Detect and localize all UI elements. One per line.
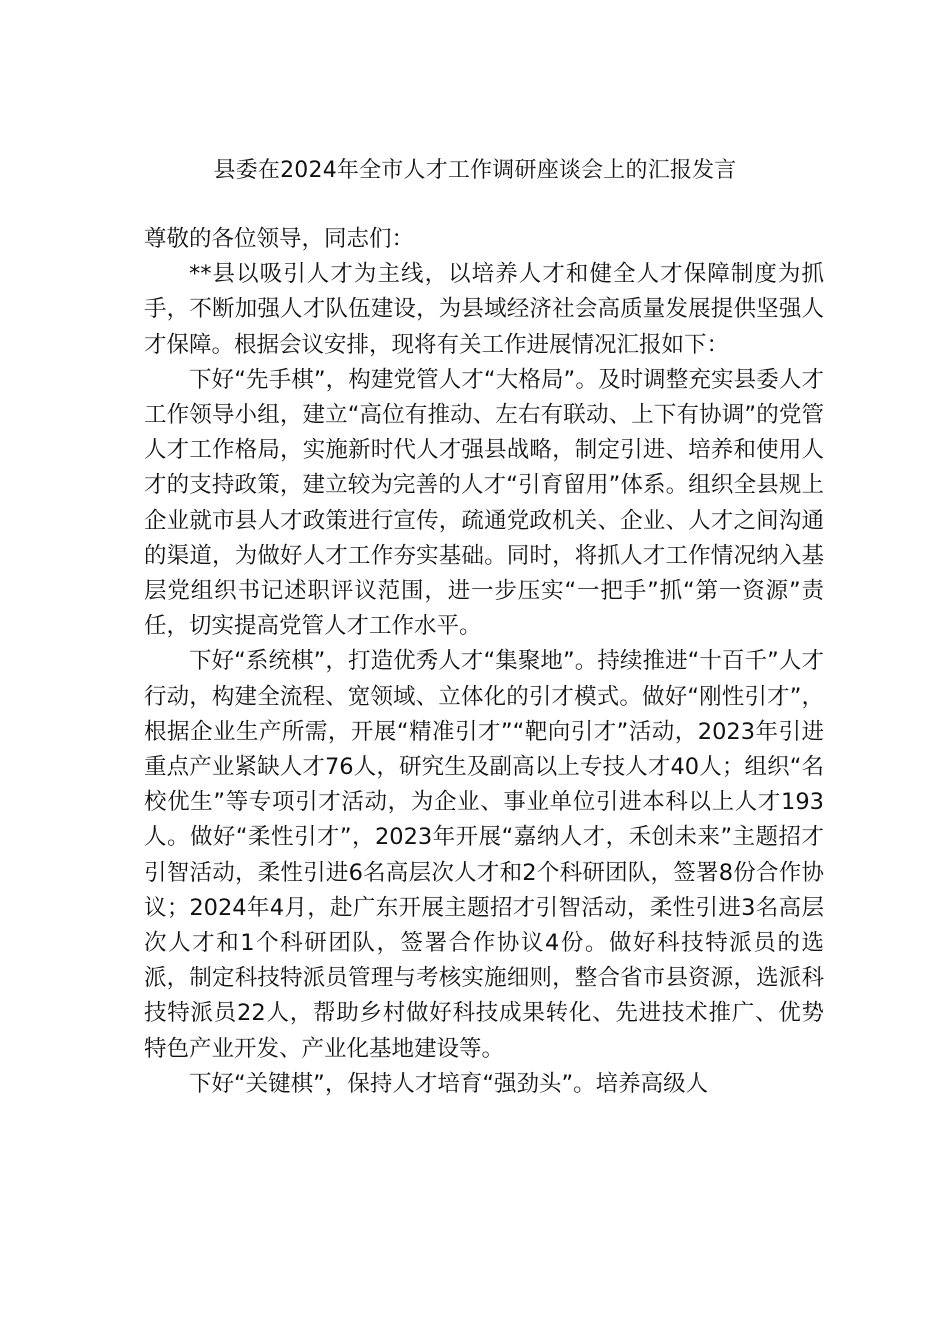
paragraph-key-move: 下好“关键棋”，保持人才培育“强劲头”。培养高级人 (189, 1070, 709, 1097)
salutation: 尊敬的各位领导，同志们： (144, 226, 415, 252)
document-body (144, 222, 824, 1102)
paragraph-intro: **县以吸引人才为主线，以培养人才和健全人才保障制度为抓手，不断加强人才队伍建设，为县域经济社会高质量发展提供坚强人才保障。根据会议安排，现将有关工作进展情况汇报如下： (144, 261, 824, 358)
paragraph-system-move: 下好“系统棋”，打造优秀人才“集聚地”。持续推进“十百千”人才行动，构建全流程、宽领域、立体化的引才模式。做好“刚性引才”，根据企业生产所需，开展“精准引才”“靶向引才”活动，2023年引进重点产业紧缺人才76人，研究生及副高以上专技人才40人；组织“名校优生”等专项引才活动，为企业、事业单位引进本科以上人才193人。做好“柔性引才”，2023年开展“嘉纳人才，禾创未来”主题招才引智活动，柔性引进6名高层次人才和2个科研团队，签署8份合作协议；2024年4月，赴广东开展主题招才引智活动，柔性引进3名高层次人才和1个科研团队，签署合作协议4份。做好科技特派员的选派，制定科技特派员管理与考核实施细则，整合省市县资源，选派科技特派员22人，帮助乡村做好科技成果转化、先进技术推广、优势特色产业开发、产业化基地建设等。 (144, 648, 824, 1062)
document-title: 县委在2024年全市人才工作调研座谈会上的汇报发言 (213, 158, 737, 183)
paragraph-first-move: 下好“先手棋”，构建党管人才“大格局”。及时调整充实县委人才工作领导小组，建立“高位有推动、左右有联动、上下有协调”的党管人才工作格局，实施新时代人才强县战略，制定引进、培养和使用人才的支持政策，建立较为完善的人才“引育留用”体系。组织全县规上企业就市县人才政策进行宣传，疏通党政机关、企业、人才之间沟通的渠道，为做好人才工作夯实基础。同时，将抓人才工作情况纳入基层党组织书记述职评议范围，进一步压实“一把手”抓“第一资源”责任，切实提高党管人才工作水平。 (144, 366, 824, 640)
